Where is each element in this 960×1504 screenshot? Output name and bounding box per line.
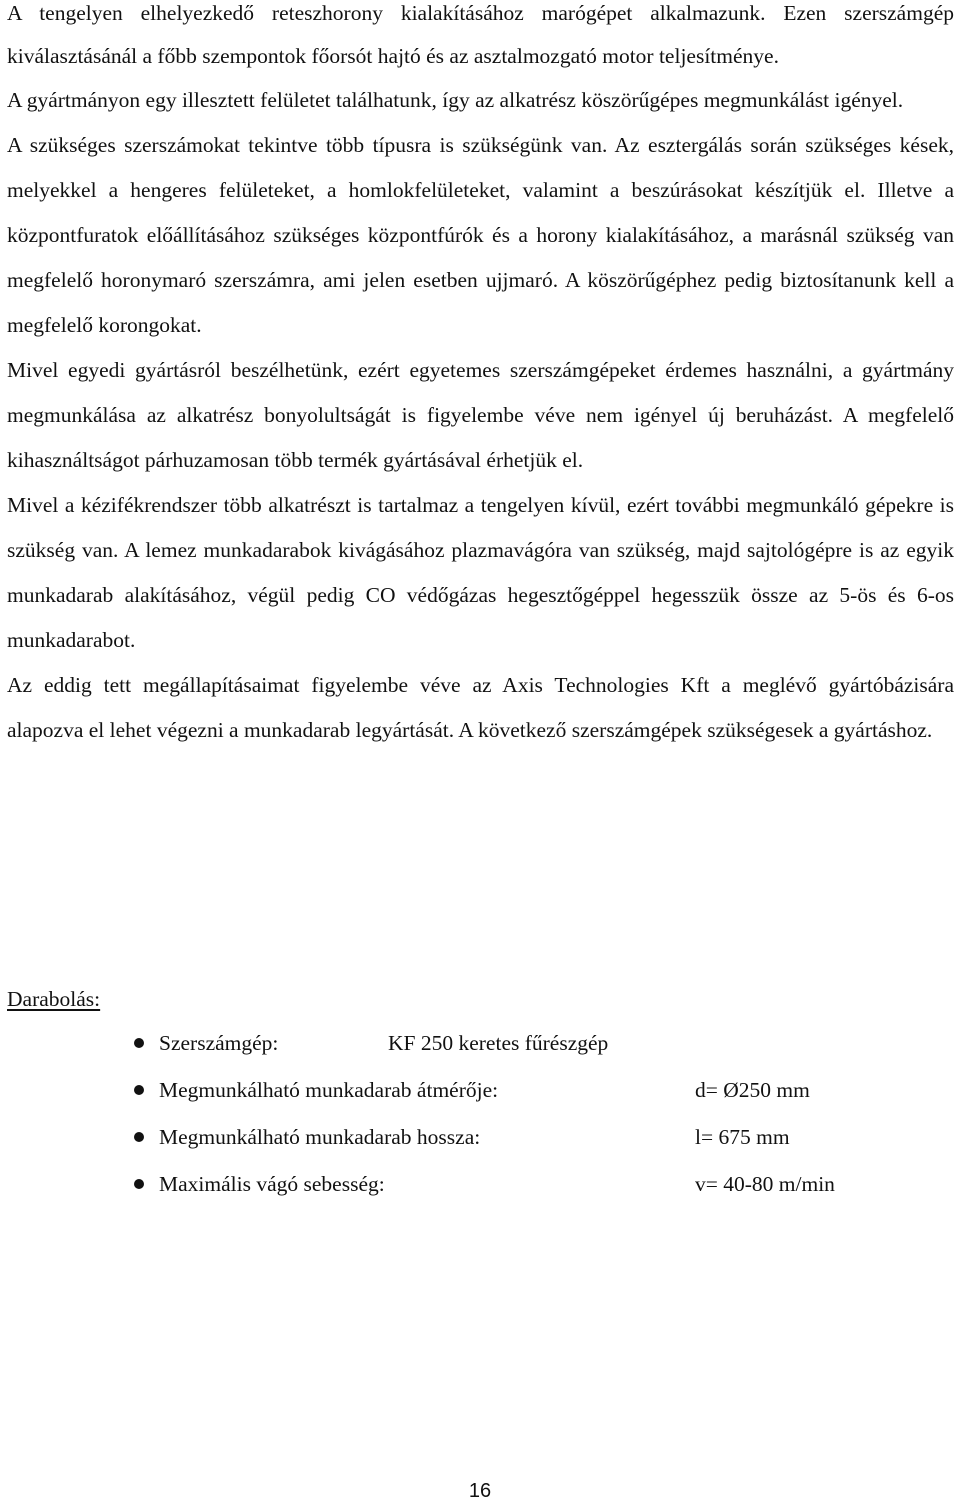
- page-number: 16: [468, 1480, 492, 1502]
- paragraph-milling: A tengelyen elhelyezkedő reteszhorony kialakításához marógépet alkalmazunk. Ezen szerszámgép kiválasztásánál a főbb szempontok főorsót hajtó és az asztalmozgató motor teljesítménye.: [7, 1, 954, 68]
- spec-label: Megmunkálható munkadarab átmérője:: [159, 1078, 499, 1102]
- spec-value: KF 250 keretes fűrészgép: [388, 1031, 609, 1055]
- bullet-icon: [134, 1132, 144, 1142]
- spec-label: Szerszámgép:: [159, 1031, 279, 1055]
- paragraph-grinding: A gyártmányon egy illesztett felületet találhatunk, így az alkatrész köszörűgépes megmunkálást igényel.: [7, 88, 904, 112]
- paragraph-tools: A szükséges szerszámokat tekintve több típusra is szükségünk van. Az esztergálás során szükséges kések, melyekkel a hengeres felületeket, a homlokfelületeket, valamint a beszúrásokat készítjük el. Illetve a központfuratok előállításához szükséges központfúrók és a horony kialakításához, a marásnál szükség van megfelelő horonymaró szerszámra, ami jelen esetben ujjmaró. A köszörűgéphez pedig biztosítanunk kell a megfelelő korongokat.: [7, 133, 954, 337]
- bullet-icon: [134, 1038, 144, 1048]
- paragraph-universal-machines: Mivel egyedi gyártásról beszélhetünk, ezért egyetemes szerszámgépeket érdemes használni, a gyártmány megmunkálása az alkatrész bonyolultságát is figyelembe véve nem igényel új beruházást. A megfelelő kihasználtságot párhuzamosan több termék gyártásával érhetjük el.: [7, 358, 954, 472]
- paragraph-axis-technologies: Az eddig tett megállapításaimat figyelembe véve az Axis Technologies Kft a meglévő gyártóbázisára alapozva el lehet végezni a munkadarab legyártását. A következő szerszámgépek szükségesek a gyártáshoz.: [7, 673, 954, 742]
- spec-item-machine: [0, 1028, 960, 1058]
- spec-label: Maximális vágó sebesség:: [159, 1172, 385, 1196]
- spec-value: l= 675 mm: [695, 1125, 790, 1149]
- section-heading-cutting: Darabolás:: [7, 987, 101, 1011]
- paragraph-handbrake-parts: Mivel a kézifékrendszer több alkatrészt is tartalmaz a tengelyen kívül, ezért további megmunkáló gépekre is szükség van. A lemez munkadarabok kivágásához plazmavágóra van szükség, majd sajtológépre is az egyik munkadarab alakításához, végül pedig CO védőgázas hegesztőgéppel hegesszük össze az 5-ös és 6-os munkadarabot.: [7, 493, 954, 652]
- spec-value: v= 40-80 m/min: [695, 1172, 835, 1196]
- spec-value: d= Ø250 mm: [695, 1078, 810, 1102]
- spec-item-length: [0, 1122, 960, 1152]
- bullet-icon: [134, 1179, 144, 1189]
- spec-item-diameter: [0, 1075, 960, 1105]
- spec-item-cutting-speed: [0, 1169, 960, 1199]
- document-body: [7, 0, 954, 753]
- bullet-icon: [134, 1085, 144, 1095]
- spec-label: Megmunkálható munkadarab hossza:: [159, 1125, 481, 1149]
